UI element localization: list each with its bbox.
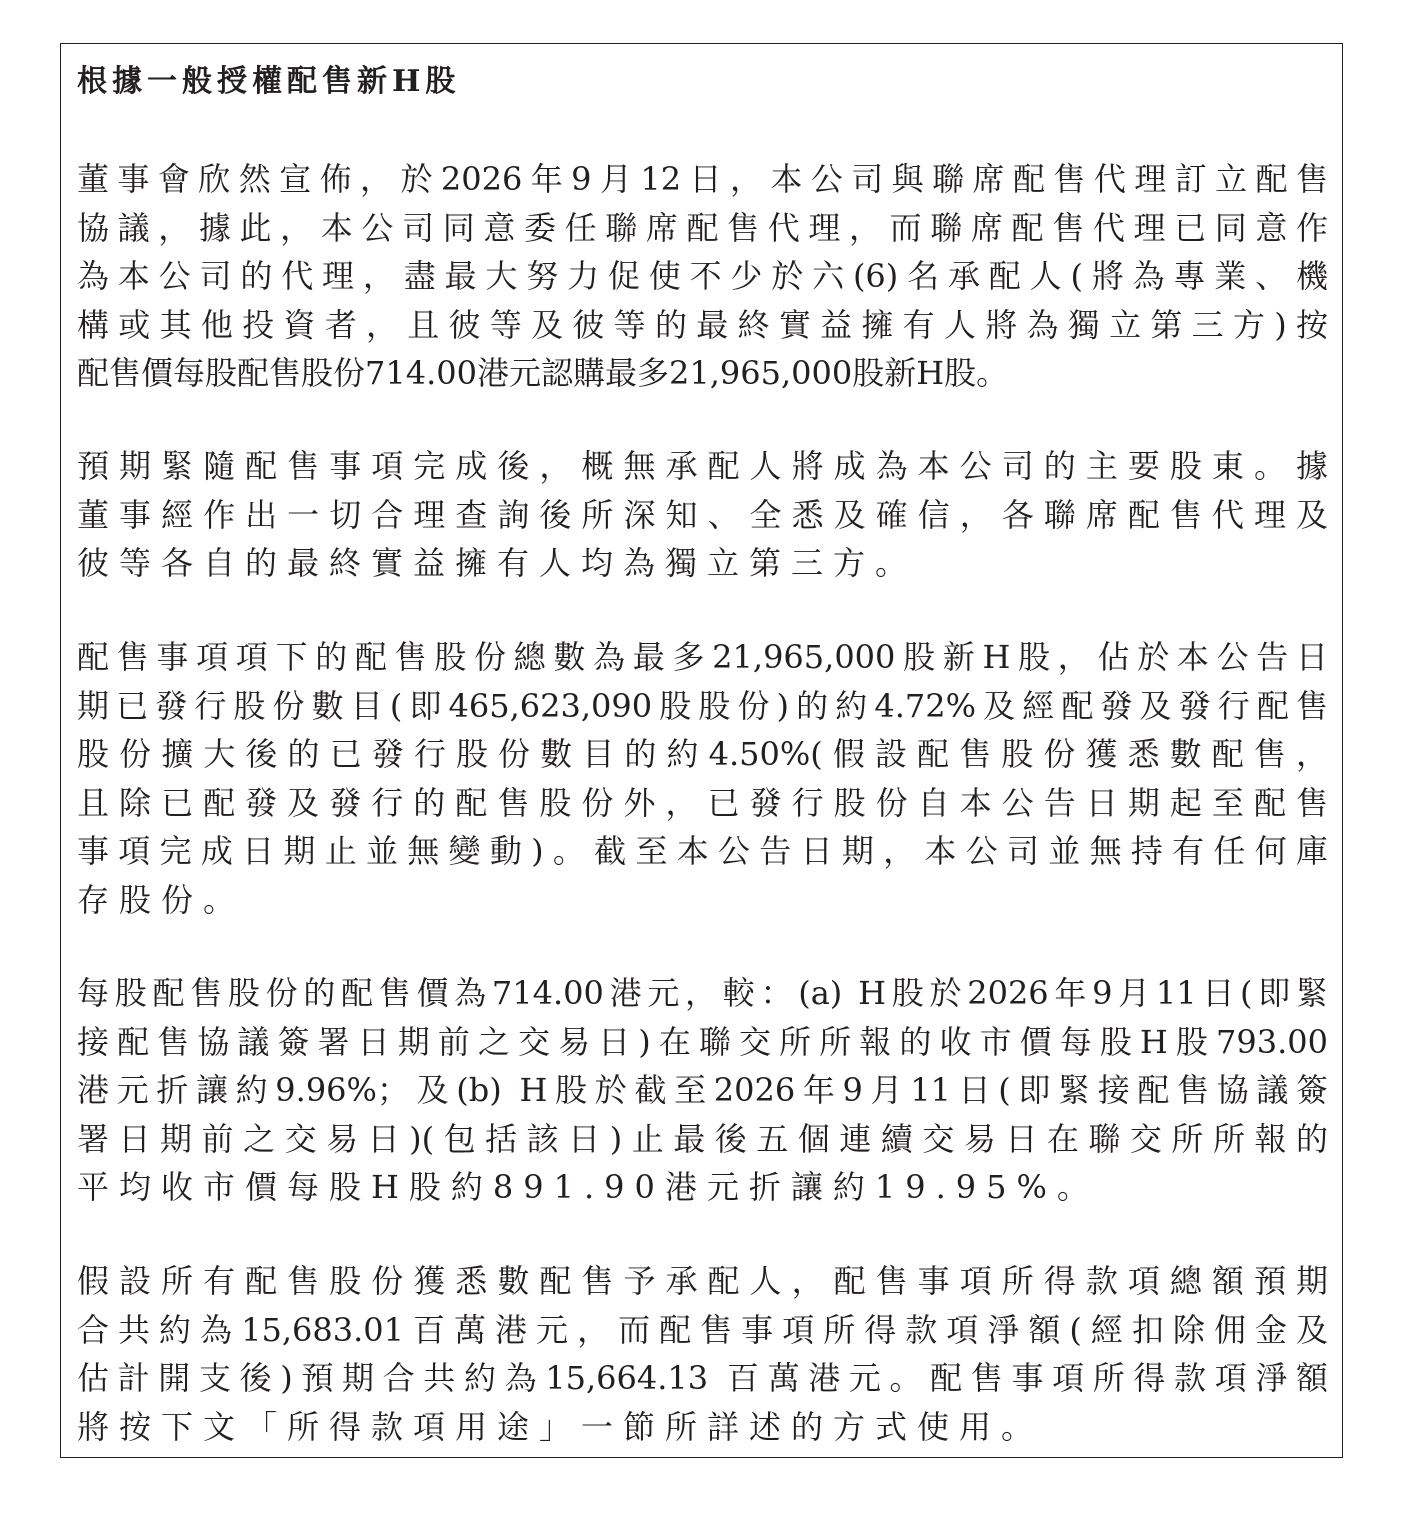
text-line: 每股配售股份的配售價為714.00港元，較：(a) H股於2026年9月11日(即緊 (77, 974, 1328, 1012)
text-line: 期已發行股份數目(即465,623,090股股份)的約4.72%及經配發及發行配售 (77, 686, 1328, 725)
text-line: 署日期前之交易日)(包括該日)止最後五個連續交易日在聯交所所報的 (77, 1119, 1328, 1158)
text-line: 為本公司的代理，盡最大努力促使不少於六(6)名承配人(將為專業、機 (77, 257, 1328, 295)
text-line: 配售事項項下的配售股份總數為最多21,965,000股新H股，佔於本公告日 (77, 638, 1328, 676)
text-line: 估計開支後)預期合共約為15,664.13 百萬港元。配售事項所得款項淨額 (77, 1359, 1328, 1397)
text-line: 事項完成日期止並無變動)。截至本公告日期，本公司並無持有任何庫 (77, 832, 1328, 870)
text-line: 預期緊隨配售事項完成後，概無承配人將成為本公司的主要股東。據 (77, 447, 1328, 485)
text-line: 存股份。 (77, 880, 246, 919)
text-line: 假設所有配售股份獲悉數配售予承配人，配售事項所得款項總額預期 (77, 1262, 1328, 1300)
text-line: 股份擴大後的已發行股份數目的約4.50%(假設配售股份獲悉數配售， (77, 735, 1328, 773)
text-line: 港元折讓約9.96%；及(b) H股於截至2026年9月11日(即緊接配售協議簽 (77, 1071, 1328, 1109)
text-line: 將按下文「所得款項用途」一節所詳述的方式使用。 (77, 1407, 1044, 1446)
text-line: 構或其他投資者，且彼等及彼等的最終實益擁有人將為獨立第三方)按 (77, 305, 1328, 344)
text-line: 董事經作出一切合理查詢後所深知、全悉及確信，各聯席配售代理及 (77, 495, 1328, 534)
text-line: 且除已配發及發行的配售股份外，已發行股份自本公告日期起至配售 (77, 783, 1328, 822)
paragraph-placing-price (77, 969, 1328, 1212)
paragraph-independence (77, 442, 1328, 588)
text-line: 彼等各自的最終實益擁有人均為獨立第三方。 (77, 544, 918, 582)
section-heading: 根據一般授權配售新H股 (77, 64, 461, 99)
paragraph-placing-agreement (77, 155, 1328, 398)
text-line: 董事會欣然宣佈，於2026年9月12日，本公司與聯席配售代理訂立配售 (77, 160, 1328, 198)
text-line: 平均收市價每股H股約891.90港元折讓約19.95%。 (77, 1168, 1099, 1206)
paragraph-placing-shares (77, 633, 1328, 924)
text-line: 合共約為15,683.01百萬港元，而配售事項所得款項淨額(經扣除佣金及 (77, 1310, 1328, 1349)
paragraph-proceeds (77, 1257, 1328, 1451)
text-line: 協議，據此，本公司同意委任聯席配售代理，而聯席配售代理已同意作 (77, 208, 1328, 247)
text-line: 接配售協議簽署日期前之交易日)在聯交所所報的收市價每股H股793.00 (77, 1022, 1328, 1061)
text-line: 配售價每股配售股份714.00港元認購最多21,965,000股新H股。 (77, 354, 1009, 392)
